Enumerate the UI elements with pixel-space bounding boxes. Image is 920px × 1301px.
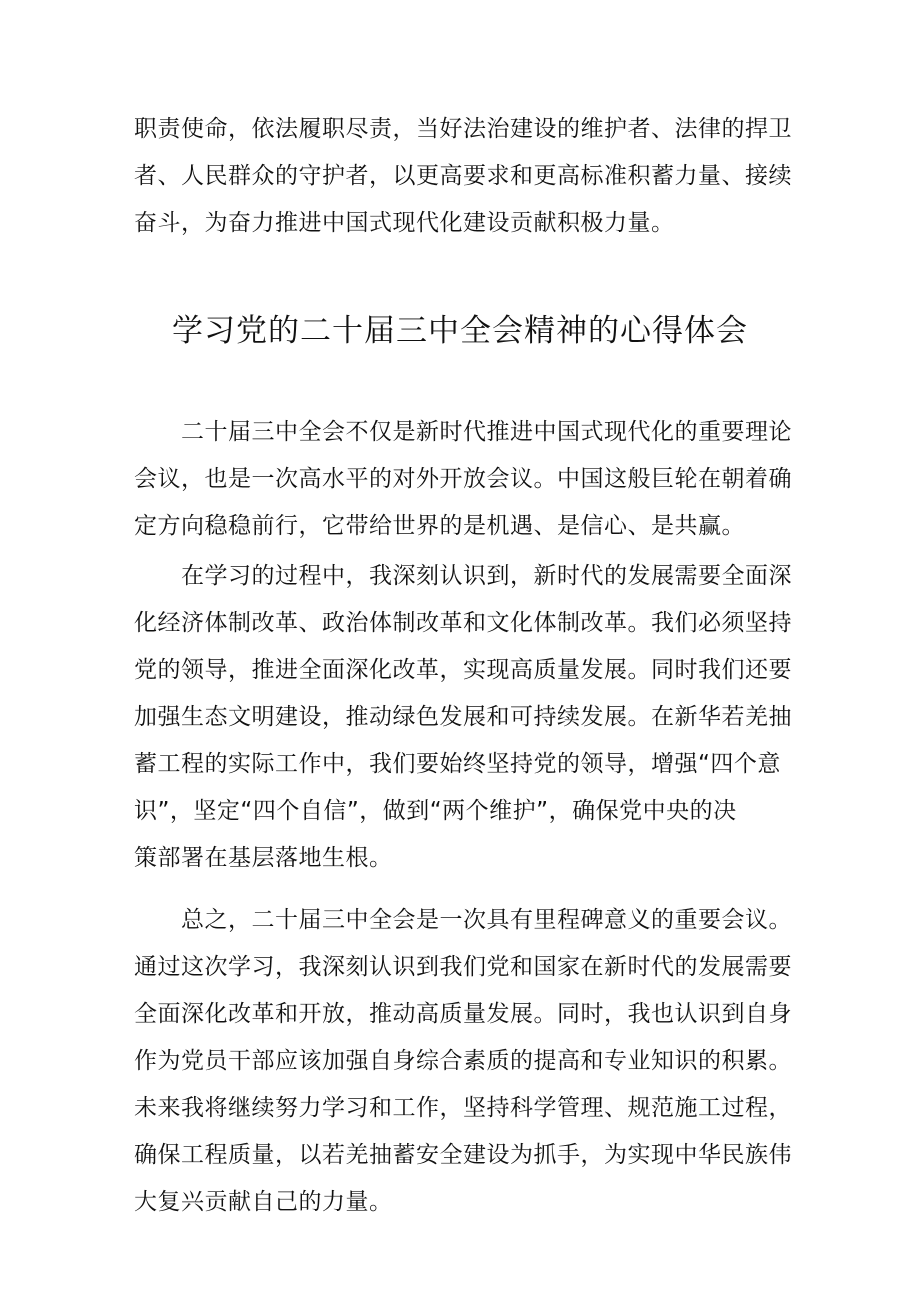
paragraph-line: 二十届三中全会不仅是新时代推进中国式现代化的重要理论 <box>181 419 792 445</box>
paragraph-line: 总之，二十届三中全会是一次具有里程碑意义的重要会议。 <box>181 907 792 933</box>
continued-paragraph <box>134 106 794 247</box>
paragraph-2 <box>134 553 794 882</box>
paragraph-line: 化经济体制改革、政治体制改革和文化体制改革。我们必须坚持 <box>134 610 792 636</box>
paragraph-3 <box>134 897 794 1226</box>
paragraph-line: 者、人民群众的守护者，以更高要求和更高标准积蓄力量、接续 <box>134 163 792 189</box>
paragraph-line: 定方向稳稳前行，它带给世界的是机遇、是信心、是共赢。 <box>134 513 745 539</box>
paragraph-line: 大复兴贡献自己的力量。 <box>134 1189 393 1215</box>
document-title: 学习党的二十届三中全会精神的心得体会 <box>172 313 748 349</box>
paragraph-line: 奋斗，为奋力推进中国式现代化建设贡献积极力量。 <box>134 210 675 236</box>
paragraph-line: 作为党员干部应该加强自身综合素质的提高和专业知识的积累。 <box>134 1048 792 1074</box>
paragraph-1 <box>134 409 794 550</box>
paragraph-line: 全面深化改革和开放，推动高质量发展。同时，我也认识到自身 <box>134 1001 792 1027</box>
paragraph-line: 策部署在基层落地生根。 <box>134 845 393 871</box>
paragraph-line: 未来我将继续努力学习和工作，坚持科学管理、规范施工过程， <box>134 1095 792 1121</box>
paragraph-line: 职责使命，依法履职尽责，当好法治建设的维护者、法律的捍卫 <box>134 116 792 142</box>
paragraph-line: 党的领导，推进全面深化改革，实现高质量发展。同时我们还要 <box>134 657 792 683</box>
paragraph-line: 通过这次学习，我深刻认识到我们党和国家在新时代的发展需要 <box>134 954 792 980</box>
paragraph-line: 会议，也是一次高水平的对外开放会议。中国这般巨轮在朝着确 <box>134 466 792 492</box>
paragraph-line: 蓄工程的实际工作中，我们要始终坚持党的领导，增强“四个意 <box>134 751 781 777</box>
paragraph-line: 加强生态文明建设，推动绿色发展和可持续发展。在新华若羌抽 <box>134 704 792 730</box>
paragraph-line: 确保工程质量，以若羌抽蓄安全建设为抓手，为实现中华民族伟 <box>134 1142 792 1168</box>
paragraph-line: 在学习的过程中，我深刻认识到，新时代的发展需要全面深 <box>181 563 792 589</box>
paragraph-line: 识”，坚定“四个自信”，做到“两个维护”，确保党中央的决 <box>134 798 737 824</box>
